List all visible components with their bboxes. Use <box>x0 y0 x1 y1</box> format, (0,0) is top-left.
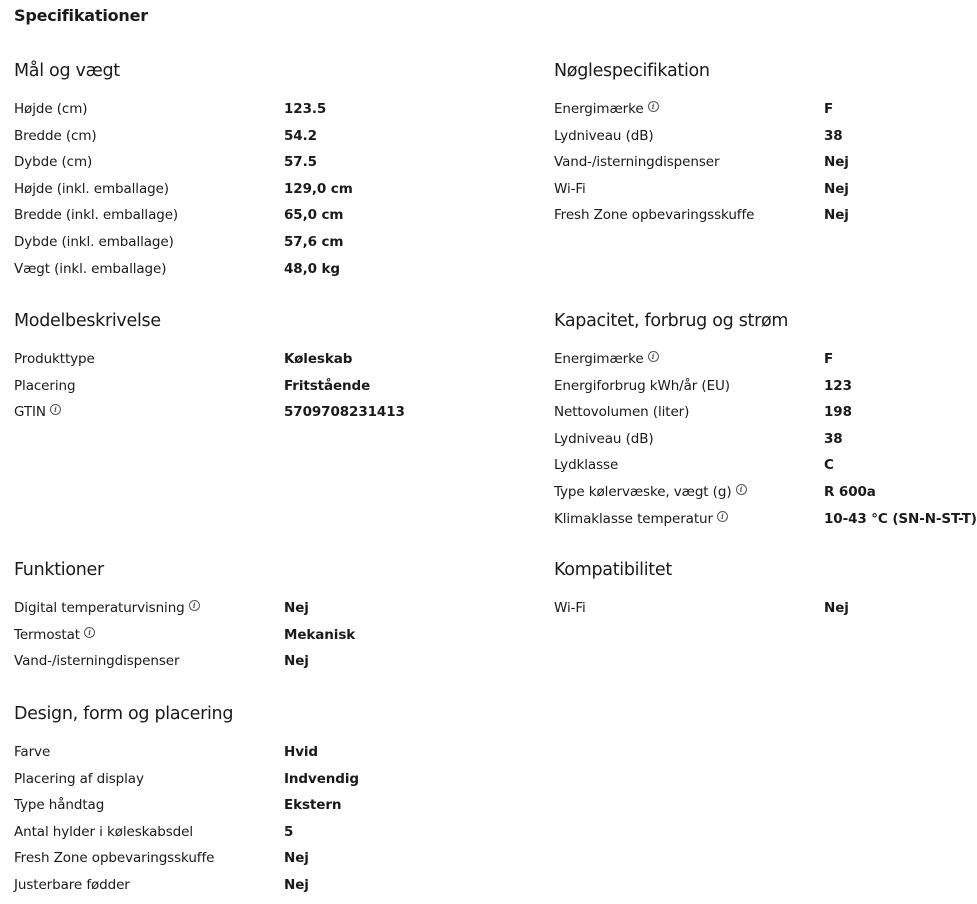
spec-value: Nej <box>284 850 309 867</box>
spec-value: 129,0 cm <box>284 180 353 197</box>
spec-label-wrap <box>14 847 214 869</box>
spec-label: Placering <box>14 377 76 394</box>
spec-value: Hvid <box>284 744 318 760</box>
spec-label-wrap <box>554 508 728 530</box>
spec-label: Produkttype <box>14 351 95 367</box>
section-maal-og-vaegt <box>14 58 434 284</box>
section-kapacitet <box>554 308 977 534</box>
spec-label-wrap <box>14 151 92 173</box>
section-noeglespecifikation <box>554 58 974 231</box>
spec-list <box>554 597 974 624</box>
spec-label: Antal hylder i køleskabsdel <box>14 823 194 840</box>
spec-row <box>14 597 434 624</box>
info-icon[interactable]: i <box>84 627 95 638</box>
spec-label: Energimærke <box>554 101 644 117</box>
spec-row <box>14 650 434 677</box>
spec-value: 57,6 cm <box>284 233 344 250</box>
spec-value: 57.5 <box>284 154 317 171</box>
info-icon[interactable]: i <box>50 404 61 415</box>
spec-label-wrap <box>14 401 61 423</box>
spec-label: Type håndtag <box>14 797 105 814</box>
spec-label-wrap <box>14 597 200 619</box>
spec-label: Bredde (cm) <box>14 127 97 144</box>
spec-label: Wi-Fi <box>554 180 586 197</box>
spec-label-wrap <box>554 204 754 226</box>
spec-value: Indvendig <box>284 770 359 787</box>
spec-row <box>14 258 434 285</box>
spec-value: 65,0 cm <box>284 207 344 224</box>
spec-row <box>14 178 434 205</box>
section-title: Nøglespecifikation <box>554 61 710 81</box>
spec-label-wrap <box>14 650 179 672</box>
section-funktioner <box>14 557 434 677</box>
spec-value: Fritstående <box>284 377 371 394</box>
spec-value: F <box>824 101 834 117</box>
spec-list <box>554 98 974 231</box>
spec-row <box>554 178 974 205</box>
spec-row <box>554 454 974 481</box>
spec-label-wrap <box>14 348 95 370</box>
spec-row <box>14 204 434 231</box>
spec-label: Fresh Zone opbevaringsskuffe <box>554 207 755 224</box>
spec-label-wrap <box>554 428 654 450</box>
spec-value: 48,0 kg <box>284 260 340 277</box>
spec-label: Termostat <box>14 626 80 643</box>
spec-label: Type kølervæske, vægt (g) <box>554 483 732 500</box>
spec-label-wrap <box>14 624 95 646</box>
spec-row <box>554 508 977 535</box>
spec-value: 38 <box>824 430 843 447</box>
spec-value: Nej <box>824 207 849 224</box>
spec-label: Lydniveau (dB) <box>554 127 654 144</box>
spec-row <box>554 125 974 152</box>
spec-value: Mekanisk <box>284 626 356 643</box>
info-icon[interactable]: i <box>648 351 659 362</box>
spec-row <box>14 348 434 375</box>
spec-label: Højde (inkl. emballage) <box>14 180 169 197</box>
spec-label-wrap <box>14 821 193 843</box>
spec-value: 198 <box>824 404 852 421</box>
spec-label: Vægt (inkl. emballage) <box>14 260 167 277</box>
spec-row <box>14 151 434 178</box>
spec-value: Nej <box>284 876 309 893</box>
spec-label: Digital temperaturvisning <box>14 600 185 616</box>
spec-label: Energiforbrug kWh/år (EU) <box>554 377 730 394</box>
spec-value: 54.2 <box>284 127 317 144</box>
section-kompatibilitet <box>554 557 974 624</box>
section-title: Modelbeskrivelse <box>14 311 161 331</box>
spec-label-wrap <box>14 98 87 120</box>
section-design <box>14 701 434 901</box>
spec-value: Ekstern <box>284 797 342 814</box>
spec-row <box>14 794 434 821</box>
spec-label: Vand-/isterningdispenser <box>554 154 720 171</box>
spec-label-wrap <box>554 481 747 503</box>
spec-label-wrap <box>14 178 169 200</box>
section-title: Kompatibilitet <box>554 560 672 580</box>
spec-row <box>14 741 434 768</box>
spec-row <box>554 597 974 624</box>
spec-label-wrap <box>554 125 654 147</box>
spec-row <box>554 348 974 375</box>
info-icon[interactable]: i <box>717 511 728 522</box>
spec-value: Nej <box>824 600 849 616</box>
spec-label-wrap <box>14 375 75 397</box>
spec-list <box>14 98 434 284</box>
spec-row <box>554 151 974 178</box>
spec-label: GTIN <box>14 404 46 421</box>
spec-value: 123.5 <box>284 101 327 117</box>
spec-row <box>14 375 434 402</box>
spec-list <box>554 348 977 534</box>
page-title: Specifikationer <box>14 6 148 25</box>
spec-row <box>554 401 974 428</box>
spec-label: Lydniveau (dB) <box>554 430 654 447</box>
spec-value: Køleskab <box>284 351 353 367</box>
spec-label: Energimærke <box>554 351 644 367</box>
spec-value: 10-43 °C (SN-N-ST-T) <box>824 510 977 527</box>
spec-value: R 600a <box>824 483 876 500</box>
spec-label-wrap <box>554 348 659 370</box>
spec-label-wrap <box>554 597 586 619</box>
spec-row <box>554 481 974 508</box>
spec-row <box>554 428 974 455</box>
spec-label-wrap <box>14 874 130 896</box>
section-modelbeskrivelse <box>14 308 434 428</box>
spec-value: 38 <box>824 127 843 144</box>
spec-row <box>14 231 434 258</box>
spec-value: Nej <box>284 600 309 616</box>
spec-label-wrap <box>554 98 659 120</box>
spec-label-wrap <box>14 258 166 280</box>
spec-value: F <box>824 351 834 367</box>
spec-row <box>14 98 434 125</box>
spec-label: Wi-Fi <box>554 600 586 616</box>
spec-label-wrap <box>554 151 719 173</box>
spec-row <box>554 375 974 402</box>
spec-label-wrap <box>14 231 174 253</box>
spec-list <box>14 348 434 428</box>
info-icon[interactable]: i <box>189 600 200 611</box>
spec-value: 5709708231413 <box>284 404 405 421</box>
spec-label-wrap <box>14 125 97 147</box>
spec-label-wrap <box>554 375 730 397</box>
spec-label: Dybde (cm) <box>14 154 93 171</box>
spec-label-wrap <box>14 768 144 790</box>
spec-label: Klimaklasse temperatur <box>554 510 713 527</box>
spec-list <box>14 741 434 901</box>
section-title: Mål og vægt <box>14 61 120 81</box>
spec-label-wrap <box>554 178 586 200</box>
spec-value: Nej <box>824 180 849 197</box>
spec-label: Dybde (inkl. emballage) <box>14 233 174 250</box>
spec-row <box>14 768 434 795</box>
spec-row <box>14 874 434 901</box>
spec-label: Bredde (inkl. emballage) <box>14 207 179 224</box>
spec-label: Vand-/isterningdispenser <box>14 653 180 670</box>
spec-row <box>14 847 434 874</box>
spec-label: Farve <box>14 744 51 760</box>
spec-value: 5 <box>284 823 294 840</box>
spec-row <box>14 624 434 651</box>
spec-label-wrap <box>554 401 689 423</box>
spec-value: C <box>824 457 834 474</box>
spec-label: Nettovolumen (liter) <box>554 404 690 421</box>
spec-row <box>14 821 434 848</box>
spec-label: Lydklasse <box>554 457 619 474</box>
section-title: Funktioner <box>14 560 104 580</box>
spec-label-wrap <box>14 794 104 816</box>
spec-row <box>554 98 974 125</box>
spec-value: Nej <box>284 653 309 670</box>
section-title: Design, form og placering <box>14 704 234 724</box>
spec-value: Nej <box>824 154 849 171</box>
spec-label: Højde (cm) <box>14 101 88 117</box>
spec-label: Fresh Zone opbevaringsskuffe <box>14 850 215 867</box>
spec-row <box>14 401 434 428</box>
info-icon[interactable]: i <box>648 101 659 112</box>
spec-row <box>554 204 974 231</box>
section-title: Kapacitet, forbrug og strøm <box>554 311 789 331</box>
spec-label-wrap <box>14 204 178 226</box>
spec-label: Placering af display <box>14 770 144 787</box>
spec-label-wrap <box>14 741 50 763</box>
spec-label-wrap <box>554 454 618 476</box>
spec-value: 123 <box>824 377 852 394</box>
info-icon[interactable]: i <box>736 484 747 495</box>
spec-label: Justerbare fødder <box>14 876 130 893</box>
spec-row <box>14 125 434 152</box>
spec-list <box>14 597 434 677</box>
